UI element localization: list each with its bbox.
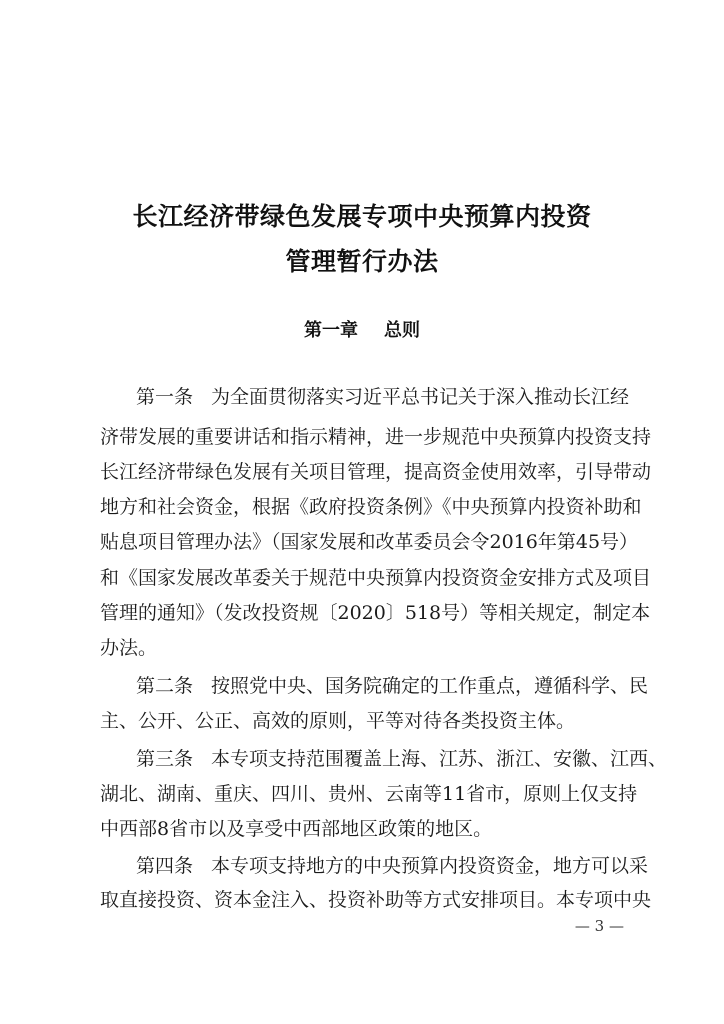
article-text: 为全面贯彻落实习近平总书记关于深入推动长江经 [211,386,630,408]
page-number: — 3 — [574,917,624,935]
article-text: 本专项支持地方的中央预算内投资资金，地方可以采 [211,855,649,877]
article-label: 第一条 [136,386,194,408]
chapter-heading [0,316,724,342]
article-text: 按照党中央、国务院确定的工作重点，遵循科学、民 [211,675,649,697]
paragraph-line: 地方和社会资金，根据《政府投资条例》《中央预算内投资补助和 [100,496,642,518]
paragraph-line: 和《国家发展改革委关于规范中央预算内投资资金安排方式及项目 [100,567,652,589]
paragraph-line [136,855,649,877]
paragraph-line [136,386,630,408]
article-label: 第三条 [136,748,194,770]
document-title-line-1: 长江经济带绿色发展专项中央预算内投资 [132,202,592,231]
paragraph-line: 主、公开、公正、高效的原则，平等对待各类投资主体。 [100,710,576,732]
paragraph-line: 贴息项目管理办法》（国家发展和改革委员会令2016年第45号） [100,531,639,553]
paragraph-line [136,748,668,770]
article-label: 第二条 [136,675,194,697]
document-title-line-2: 管理暂行办法 [285,247,439,276]
paragraph-line: 管理的通知》（发改投资规〔2020〕518号）等相关规定，制定本 [100,602,651,624]
paragraph-line: 长江经济带绿色发展有关项目管理，提高资金使用效率，引导带动 [100,461,652,483]
chapter-name: 总则 [384,320,420,341]
article-text: 本专项支持范围覆盖上海、江苏、浙江、安徽、江西、 [211,748,668,770]
paragraph-line [136,675,649,697]
paragraph-line: 中西部8省市以及享受中西部地区政策的地区。 [100,818,493,840]
paragraph-line: 办法。 [100,637,158,659]
paragraph-line: 湖北、湖南、重庆、四川、贵州、云南等11省市，原则上仅支持 [100,783,638,805]
chapter-number: 第一章 [304,320,358,341]
paragraph-line: 取直接投资、资本金注入、投资补助等方式安排项目。本专项中央 [100,889,652,911]
article-label: 第四条 [136,855,194,877]
paragraph-line: 济带发展的重要讲话和指示精神，进一步规范中央预算内投资支持 [100,426,652,448]
